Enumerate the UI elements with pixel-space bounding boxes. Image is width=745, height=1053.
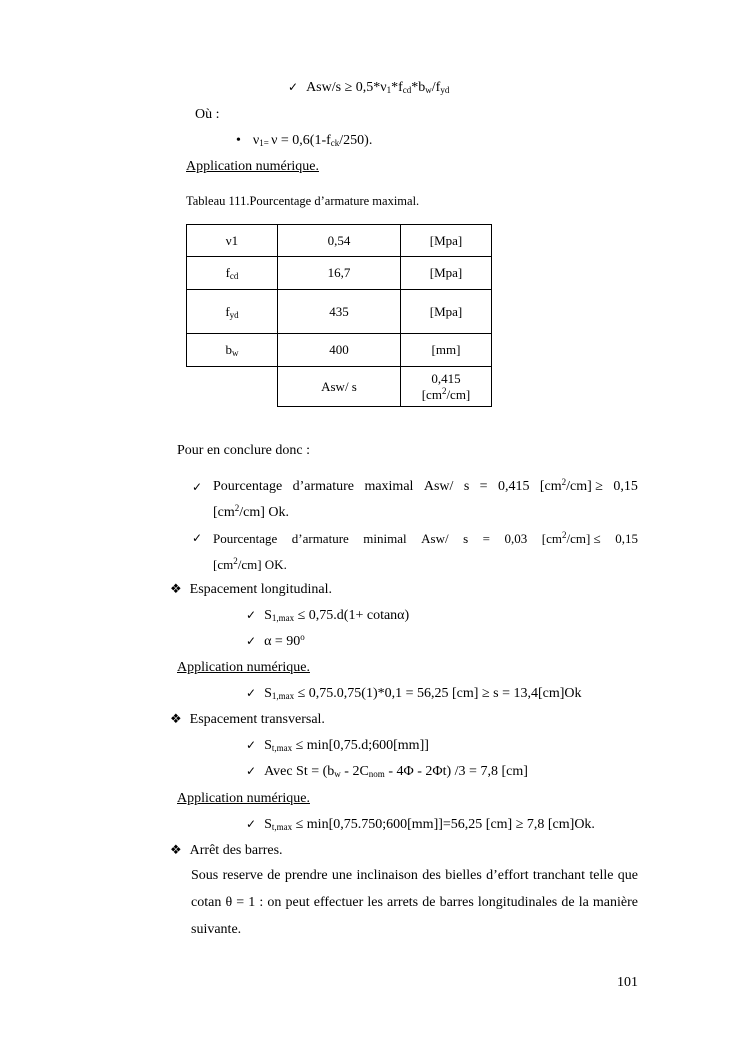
- table-row: [187, 290, 492, 334]
- checkmark-icon: ✓: [246, 608, 257, 622]
- diamond-bullet-icon: ❖: [170, 843, 182, 858]
- application-numerique-heading-2: Application numérique.: [177, 660, 310, 675]
- transversal-spacing-heading: ❖ Espacement transversal.: [170, 712, 325, 727]
- ou-label: Où :: [195, 107, 220, 122]
- nu-definition: • $\nu_{1=}$ $\nu = 0,6(1-f_{ck}/250)$.: [236, 133, 373, 148]
- armature-table: [186, 224, 492, 407]
- table-cell: $f_{yd}$: [187, 290, 278, 334]
- table-cell: 0,415 $[cm^2/cm]$: [401, 367, 492, 407]
- formula-s1max-numeric: ✓ $S_{1,max} \le 0,75.0,75(1)*0,1 = 56,25$ [cm] ≥ s = 13,4[cm]Ok: [246, 686, 582, 701]
- checkmark-icon: ✓: [246, 764, 257, 778]
- table-cell: [mm]: [401, 334, 492, 367]
- table-row: [187, 367, 492, 407]
- diamond-bullet-icon: ❖: [170, 712, 182, 727]
- checkmark-icon: ✓: [246, 634, 257, 648]
- table-cell: 400: [278, 334, 401, 367]
- table-cell: 16,7: [278, 257, 401, 290]
- bullet-icon: •: [236, 133, 241, 148]
- table-cell: 435: [278, 290, 401, 334]
- bar-stop-paragraph: Sous reserve de prendre une inclinaison des bielles d’effort tranchant telle que cotan θ = 1 : on peut effectuer les arrets de barres longitudinales de la manière suivante.: [191, 868, 638, 937]
- table-caption: Tableau 111.Pourcentage d’armature maximal.: [186, 194, 420, 208]
- table-cell: $b_w$: [187, 334, 278, 367]
- page-number: 101: [617, 975, 638, 990]
- table-cell: Asw/ s: [278, 367, 401, 407]
- checkmark-icon: ✓: [192, 480, 203, 494]
- formula-asw-s: ✓ $Asw/s \ge 0,5*\nu_1*f_{cd}*b_w/f_{yd}$: [288, 80, 450, 95]
- table-cell: [Mpa]: [401, 290, 492, 334]
- table-row: [187, 257, 492, 290]
- table-cell-empty: [187, 367, 278, 407]
- formula-st: ✓ Avec $St = (b_w - 2C_{nom} - 4\Phi - 2\Phi t) /3 = 7,8$ [cm]: [246, 764, 528, 779]
- table-cell: ν1: [187, 225, 278, 257]
- checkmark-icon: ✓: [246, 817, 257, 831]
- table-cell: 0,54: [278, 225, 401, 257]
- maximal-percentage-line: Pourcentage d’armature maximal Asw/ s = 0,415 $[cm^2/cm]$ ≥ 0,15: [213, 477, 638, 494]
- table-cell: $f_{cd}$: [187, 257, 278, 290]
- bar-stop-heading: ❖ Arrêt des barres.: [170, 843, 283, 858]
- minimal-percentage-unit: $[cm^2/cm]$ OK.: [213, 556, 287, 572]
- table-cell: [Mpa]: [401, 257, 492, 290]
- formula-stmax-numeric: ✓ $S_{t,max}$ ≤ min[0,75.750;600[mm]]=56,25 [cm] ≥ 7,8 [cm]Ok.: [246, 817, 595, 832]
- formula-s1max: ✓ $S_{1,max} \le 0,75.d(1+ cotan\alpha)$: [246, 608, 410, 623]
- checkmark-icon: ✓: [288, 80, 299, 94]
- checkmark-icon: ✓: [192, 531, 203, 545]
- table-cell: [Mpa]: [401, 225, 492, 257]
- application-numerique-heading-3: Application numérique.: [177, 791, 310, 806]
- conclusion-intro: Pour en conclure donc :: [177, 443, 310, 458]
- longitudinal-spacing-heading: ❖ Espacement longitudinal.: [170, 582, 332, 597]
- minimal-percentage-line: Pourcentage d’armature minimal Asw/ s = 0,03 $[cm^2/cm]$ ≤ 0,15: [213, 530, 638, 546]
- formula-alpha: ✓ $\alpha = 90^o$: [246, 632, 305, 649]
- formula-stmax: ✓ $S_{t,max}$ ≤ min[0,75.d;600[mm]]: [246, 738, 429, 753]
- checkmark-icon: ✓: [246, 686, 257, 700]
- checkmark-icon: ✓: [246, 738, 257, 752]
- application-numerique-heading: Application numérique.: [186, 159, 319, 174]
- table-row: [187, 225, 492, 257]
- diamond-bullet-icon: ❖: [170, 582, 182, 597]
- table-row: [187, 334, 492, 367]
- maximal-percentage-unit: $[cm^2/cm]$ Ok.: [213, 503, 290, 520]
